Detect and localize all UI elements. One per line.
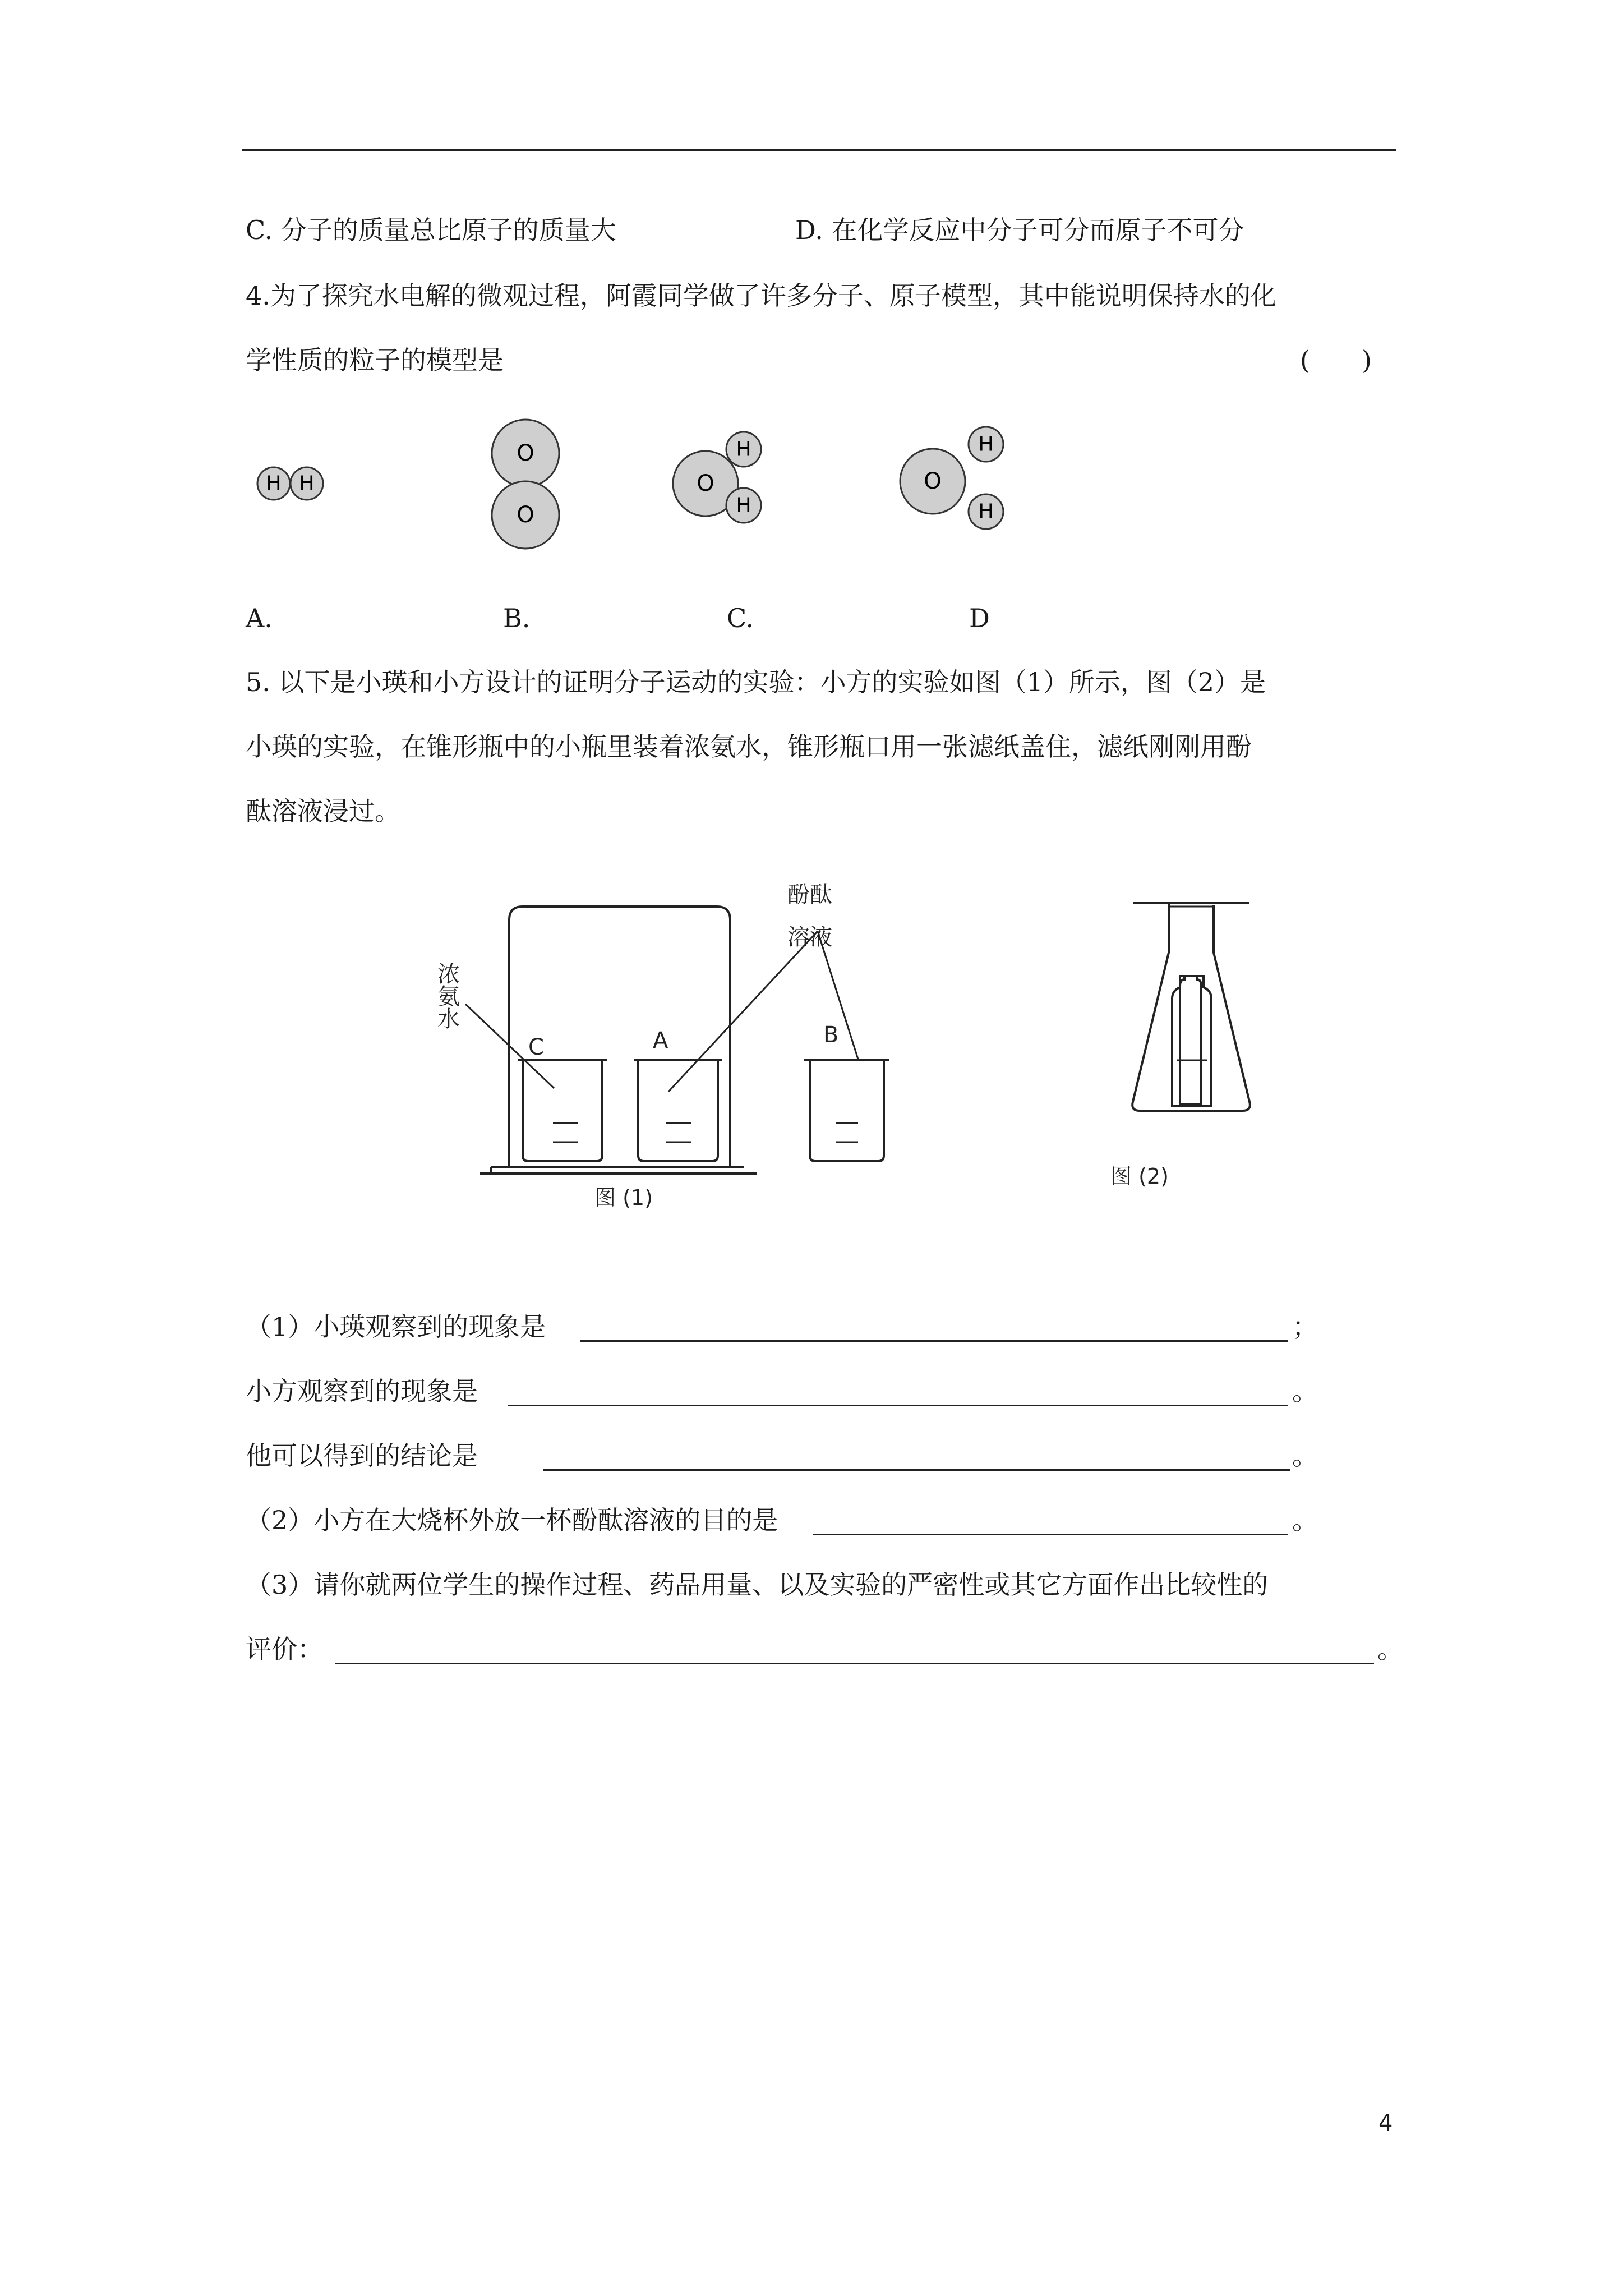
sub3-line1: （3）请你就两位学生的操作过程、药品用量、以及实验的严密性或其它方面作出比较性的 — [246, 1570, 1269, 1600]
header-rule — [242, 149, 1396, 151]
label-beaker-b: B — [823, 1022, 839, 1048]
model-d — [900, 427, 1003, 529]
q4-line2: 学性质的粒子的模型是 — [246, 345, 504, 375]
q4-line1: 4.为了探究水电解的微观过程，阿霞同学做了许多分子、原子模型，其中能说明保持水的化 — [246, 280, 1276, 311]
page-number: 4 — [1378, 2110, 1393, 2136]
atom-label: O — [697, 471, 714, 496]
atom-label: H — [299, 472, 315, 495]
label-ammonia-1: 浓 — [437, 961, 460, 987]
model-c — [673, 432, 761, 523]
sub1a-prompt: （1）小瑛观察到的现象是 — [246, 1312, 546, 1342]
atom-label: O — [517, 502, 534, 528]
option-d: D. 在化学反应中分子可分而原子不可分 — [795, 215, 1244, 245]
model-label-a: A. — [246, 603, 273, 633]
atom-label: O — [517, 440, 534, 466]
atom-label: H — [736, 438, 751, 461]
figure-1 — [426, 875, 909, 1234]
answer-blank-1a[interactable] — [580, 1340, 1288, 1342]
answer-blank-3[interactable] — [335, 1663, 1374, 1664]
q5-line2: 小瑛的实验，在锥形瓶中的小瓶里装着浓氨水，锥形瓶口用一张滤纸盖住，滤纸刚刚用酚 — [246, 731, 1252, 762]
answer-blank-1c[interactable] — [543, 1469, 1290, 1471]
atom-label: H — [266, 472, 282, 495]
label-beaker-a: A — [653, 1028, 668, 1053]
beaker-c — [518, 1060, 607, 1161]
q5-line1: 5. 以下是小瑛和小方设计的证明分子运动的实验：小方的实验如图（1）所示，图（2）是 — [246, 667, 1266, 697]
atom-label: H — [736, 494, 751, 517]
label-phenol-1: 酚酞 — [787, 882, 832, 908]
label-ammonia-2: 氨 — [437, 984, 460, 1010]
sub1a-end: ； — [1292, 1312, 1318, 1342]
label-ammonia-3: 水 — [437, 1006, 460, 1032]
atom-label: H — [978, 500, 994, 523]
small-bottle — [1180, 976, 1201, 1104]
option-c: C. 分子的质量总比原子的质量大 — [246, 215, 616, 245]
small-bottle-outline — [1172, 976, 1211, 1106]
model-label-d: D — [969, 603, 990, 633]
label-beaker-c: C — [528, 1034, 544, 1060]
figure-1-caption: 图 (1) — [594, 1185, 653, 1210]
sub1b-prompt: 小方观察到的现象是 — [246, 1376, 478, 1406]
leader-phenol-a — [668, 931, 818, 1092]
figure-2-caption: 图 (2) — [1110, 1164, 1169, 1189]
sub3-end: 。 — [1377, 1634, 1403, 1664]
beaker-a — [634, 1060, 722, 1161]
label-phenol-2: 溶液 — [787, 924, 832, 950]
sub2-end: 。 — [1292, 1505, 1318, 1535]
molecule-models — [241, 415, 1082, 550]
answer-blank-2[interactable] — [813, 1534, 1288, 1535]
q5-line3: 酞溶液浸过。 — [246, 796, 400, 826]
sub3-line2: 评价： — [246, 1634, 323, 1664]
conical-flask — [1132, 903, 1250, 1111]
answer-blank-1b[interactable] — [508, 1405, 1288, 1406]
atom-label: O — [924, 468, 942, 494]
beaker-b — [804, 1060, 889, 1161]
sub2-prompt: （2）小方在大烧杯外放一杯酚酞溶液的目的是 — [246, 1505, 778, 1535]
sub1c-prompt: 他可以得到的结论是 — [246, 1441, 478, 1471]
model-label-b: B. — [503, 603, 531, 633]
model-b — [492, 420, 559, 549]
figure-2 — [1110, 886, 1279, 1200]
q4-answer-paren: ( ) — [1300, 345, 1372, 375]
sub1b-end: 。 — [1292, 1376, 1318, 1406]
sub1c-end: 。 — [1292, 1441, 1318, 1471]
atom-label: H — [978, 432, 994, 456]
model-label-c: C. — [727, 603, 754, 633]
model-a — [257, 467, 323, 500]
